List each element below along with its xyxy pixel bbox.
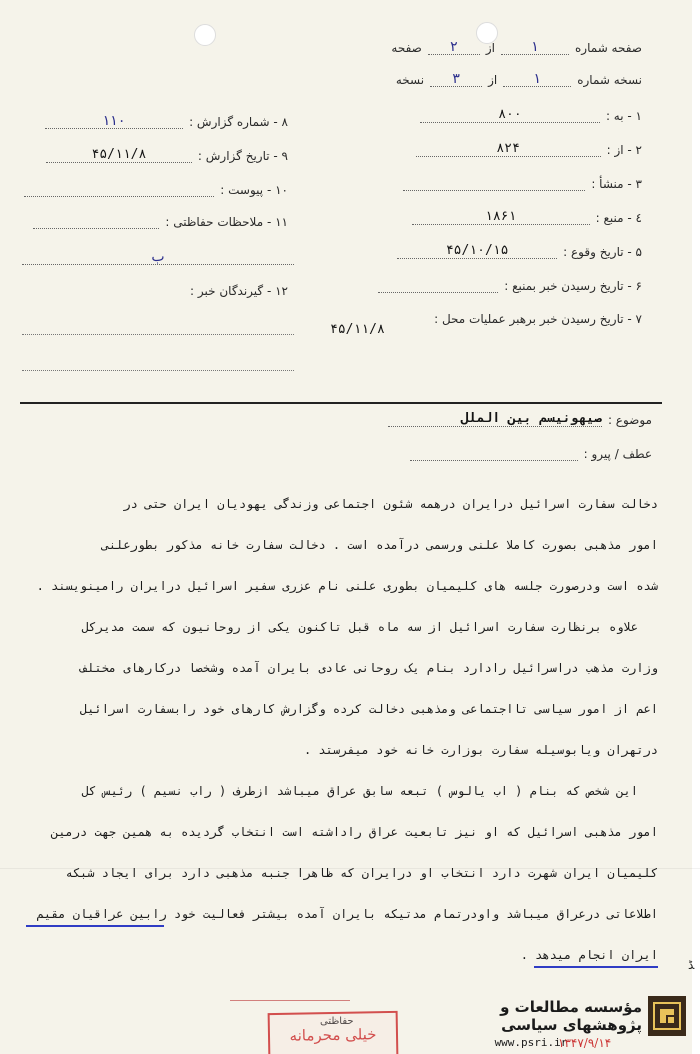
body-line: اعم از امور سیاسی تااجتماعی ومذهبی دخالت کرده وگزارش کارهای خود رابسفارت اسرائیل xyxy=(80,702,658,716)
header-divider xyxy=(20,402,662,404)
report-body xyxy=(30,484,658,976)
field-from-value: ۸۲۴ xyxy=(416,142,601,157)
field-source: ٤ - منبع : ۱۸۶۱ xyxy=(412,210,642,225)
copy-total-value: ۳ xyxy=(430,72,482,87)
field-event-date: ۵ - تاریخ وقوع : ۴۵/۱۰/۱۵ xyxy=(397,244,642,259)
field-leader-received: ۷ - تاریخ رسیدن خبر برهبر عملیات محل : xyxy=(434,312,642,326)
field-source-received-value xyxy=(378,278,498,293)
archive-name: مؤسسه مطالعات و پژوهشهای سیاسی xyxy=(500,998,642,1034)
body-line: دخالت سفارت اسرائیل درایران درهمه شئون اجتماعی وزندگی یهودیان ایران حتی در xyxy=(123,497,658,511)
field-report-date: ۹ - تاریخ گزارش : ۴۵/۱۱/۸ xyxy=(46,148,288,163)
paper-edge xyxy=(692,0,700,1054)
field-recipients: ۱۲ - گیرندگان خبر : xyxy=(190,284,288,298)
subject-row: موضوع : صیهونیسم بین الملل xyxy=(388,412,652,427)
field-to-value: ۸۰۰ xyxy=(420,108,600,123)
field-source-value: ۱۸۶۱ xyxy=(412,210,590,225)
field-leader-received-value-row xyxy=(330,322,385,337)
body-line: امور مذهبی بصورت کاملا علنی ورسمی درآمده است . دخالت سفارت خانه مذکور بطورعلنی xyxy=(101,538,658,552)
field-from: ۲ - از : ۸۲۴ xyxy=(416,142,642,157)
blank-line xyxy=(22,370,294,371)
body-line: این شخص که بنام ( اب یالوس ) تبعه سابق عراق میباشد ازطرف ( راب نسیم ) رئیس کل xyxy=(81,784,638,798)
reference-value xyxy=(410,446,578,461)
classification-stamp: خیلی محرمانه xyxy=(268,1011,399,1054)
body-line: ایران انجام میدهد . xyxy=(520,948,658,962)
field-source-received: ۶ - تاریخ رسیدن خبر بمنبع : xyxy=(378,278,642,293)
field-leader-received-value: ۴۵/۱۱/۸ xyxy=(330,322,385,337)
body-line: علاوه برنظارت سفارت اسرائیل از سه ماه قبل تاکنون یکی از روحانیون که سمت مدیرکل xyxy=(81,620,638,634)
field-report-number-value: ۱۱۰ xyxy=(45,114,183,129)
margin-mark: ﮉ xyxy=(688,958,695,972)
punch-hole xyxy=(194,24,216,46)
field-attachment: ۱۰ - پیوست : xyxy=(24,182,288,197)
page-number-row: صفحه شماره ۱ از ۲ صفحه xyxy=(391,39,642,55)
ink-underline xyxy=(26,925,164,927)
field-origin: ۳ - منشأ : xyxy=(403,176,642,191)
reference-row: عطف / پیرو : xyxy=(410,446,652,461)
body-line: درتهران ویابوسیله سفارت بوزارت خانه خود میفرستد . xyxy=(303,743,658,757)
field-security-notes-value: ب xyxy=(22,250,294,265)
field-security-notes-value-row xyxy=(22,250,294,265)
field-security-notes: ۱۱ - ملاحظات حفاظتی : xyxy=(33,214,288,229)
archive-date: ۱۳۴۷/۹/۱۴ xyxy=(558,1036,612,1050)
page-number-value: ۱ xyxy=(501,40,569,55)
field-report-date-value: ۴۵/۱۱/۸ xyxy=(46,148,192,163)
field-origin-value xyxy=(403,176,585,191)
stamp-line xyxy=(230,1000,350,1001)
security-label: حفاظتی xyxy=(320,1016,354,1027)
body-line: وزارت مذهب دراسرائیل رادارد بنام یک روحانی عادی بایران آمده وشخصا درکارهای مختلف xyxy=(80,661,658,675)
field-attachment-value xyxy=(24,182,214,197)
field-event-date-value: ۴۵/۱۰/۱۵ xyxy=(397,244,557,259)
archive-url: www.psri.ir xyxy=(494,1036,568,1049)
body-line: شده است ودرصورت جلسه های کلیمیان بطوری علنی نام عزری سفیر اسرائیل درایران رامینویسند . xyxy=(36,579,658,593)
field-to: ۱ - به : ۸۰۰ xyxy=(420,108,642,123)
page-total-value: ۲ xyxy=(428,40,480,55)
body-line underlined-line: کلیمیان ایران شهرت دارد انتخاب او درایران که ظاهرا جنبه مذهبی دارد برای ایجاد شبکه xyxy=(65,866,658,880)
copy-number-row: نسخه شماره ۱ از ۳ نسخه xyxy=(395,71,642,87)
subject-value: صیهونیسم بین الملل xyxy=(388,412,602,427)
body-line: امور مذهبی اسرائیل که او نیز تابعیت عراق راداشته است انتخاب گردیده به همین جهت درمین xyxy=(51,825,658,839)
field-report-number: ۸ - شماره گزارش : ۱۱۰ xyxy=(45,114,288,129)
copy-number-value: ۱ xyxy=(503,72,571,87)
blank-line xyxy=(22,334,294,335)
archive-logo-icon xyxy=(648,996,686,1036)
ink-underline xyxy=(534,966,658,968)
body-line underlined-line: اطلاعاتی درعراق میباشد واودرتمام مدتیکه بایران آمده بیشتر فعالیت خود رابین عراقیان مقیم xyxy=(36,907,658,921)
